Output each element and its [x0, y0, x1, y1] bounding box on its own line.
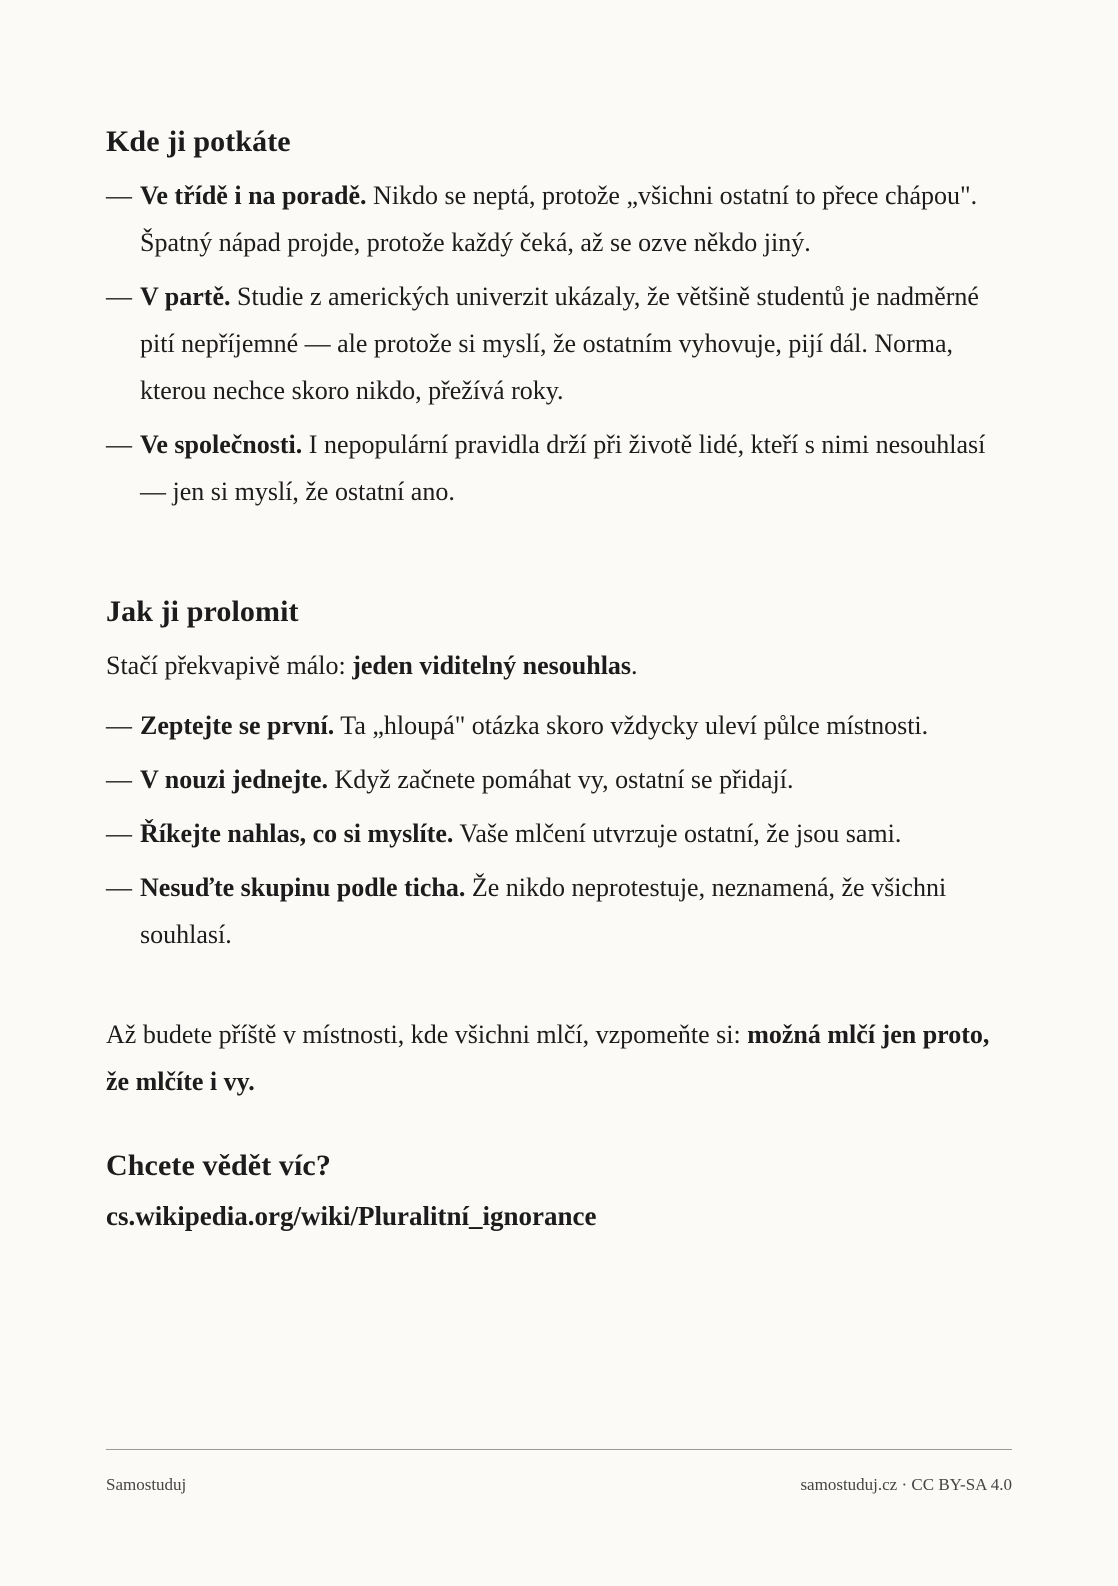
item-text: Když začnete pomáhat vy, ostatní se přidají.: [328, 765, 794, 794]
dash-marker: —: [106, 873, 132, 902]
wikipedia-link[interactable]: cs.wikipedia.org/wiki/Pluralitní_ignorance: [106, 1201, 597, 1231]
item-text: Nikdo se neptá, protože „všichni ostatní to přece chápou". Špatný nápad projde, protože každý čeká, až se ozve někdo jiný.: [140, 181, 978, 257]
closing-bold: možná mlčí jen proto, že mlčíte i vy.: [106, 1020, 990, 1096]
section-heading-break: Jak ji prolomit: [106, 595, 299, 628]
intro-text: Stačí překvapivě málo:: [106, 651, 353, 680]
item-lead: Zeptejte se první.: [140, 711, 335, 740]
list-item: [106, 421, 1012, 515]
list-item: [106, 810, 1012, 857]
list-break: [106, 702, 1012, 965]
item-lead: V partě.: [140, 282, 231, 311]
item-text: Ta „hloupá" otázka skoro vždycky uleví půlce místnosti.: [334, 711, 929, 740]
dash-marker: —: [106, 819, 132, 848]
intro-bold: jeden viditelný nesouhlas: [352, 651, 632, 680]
item-lead: Říkejte nahlas, co si myslíte.: [140, 819, 454, 848]
closing-text: Až budete příště v místnosti, kde všichni mlčí, vzpomeňte si:: [106, 1020, 748, 1049]
dash-marker: —: [106, 765, 132, 794]
footer-brand: Samostuduj: [106, 1475, 187, 1494]
list-item: [106, 702, 1012, 749]
list-item: [106, 273, 1012, 414]
item-text: Vaše mlčení utvrzuje ostatní, že jsou sami.: [453, 819, 902, 848]
item-lead: Ve společnosti.: [140, 430, 303, 459]
item-text: I nepopulární pravidla drží při životě lidé, kteří s nimi nesouhlasí — jen si myslí, že ostatní ano.: [140, 430, 986, 506]
section-heading-more: Chcete vědět víc?: [106, 1149, 331, 1182]
section-heading-where: Kde ji potkáte: [106, 125, 291, 158]
footer-license: samostuduj.cz · CC BY-SA 4.0: [800, 1475, 1012, 1494]
list-item: [106, 756, 1012, 803]
intro-paragraph: [106, 642, 1012, 689]
list-where: [106, 172, 1012, 515]
item-lead: V nouzi jednejte.: [140, 765, 329, 794]
dash-marker: —: [106, 430, 132, 459]
dash-marker: —: [106, 711, 132, 740]
item-text: Že nikdo neprotestuje, neznamená, že všichni souhlasí.: [140, 873, 947, 949]
intro-end: .: [631, 651, 638, 680]
footer-divider: [106, 1449, 1012, 1450]
item-text: Studie z amerických univerzit ukázaly, že většině studentů je nadměrné pití nepříjemné — ale protože si myslí, že ostatním vyhovuje, pijí dál. Norma, kterou nechce skoro nikdo, přežívá roky.: [140, 282, 979, 405]
dash-marker: —: [106, 282, 132, 311]
closing-paragraph: [106, 1011, 1012, 1105]
item-lead: Nesuďte skupinu podle ticha.: [140, 873, 466, 902]
item-lead: Ve třídě i na poradě.: [140, 181, 367, 210]
list-item: [106, 864, 1012, 958]
dash-marker: —: [106, 181, 132, 210]
list-item: [106, 172, 1012, 266]
page: [106, 0, 1012, 1586]
